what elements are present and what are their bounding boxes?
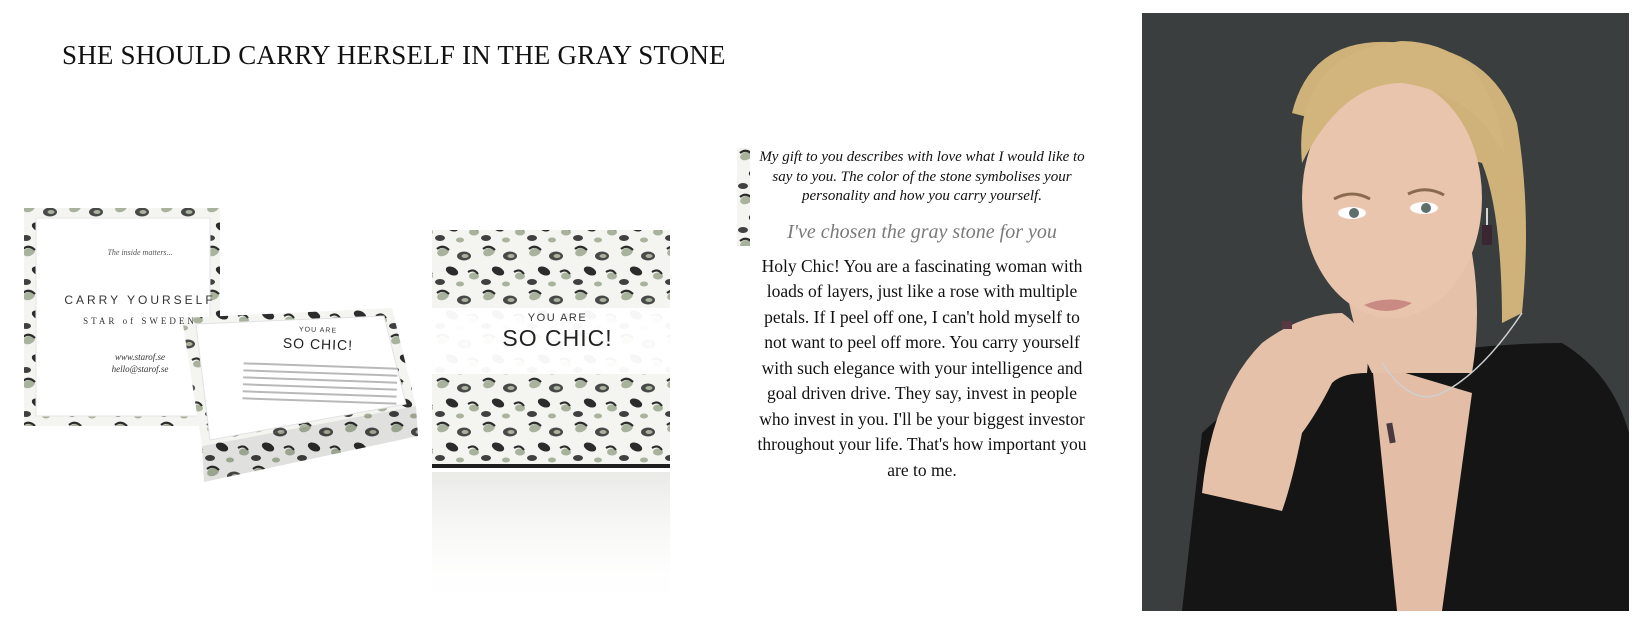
lid-brand-name: CARRY YOURSELF xyxy=(64,293,216,307)
page-title: SHE SHOULD CARRY HERSELF IN THE GRAY STONE xyxy=(62,40,726,70)
description-column xyxy=(752,148,1092,483)
tray-card-text-lines xyxy=(234,357,406,410)
lid-email: hello@starof.se xyxy=(111,364,169,374)
model-portrait-illustration xyxy=(1142,13,1629,611)
product-boxes-illustration xyxy=(20,200,710,620)
sleeve-so-chic: SO CHIC! xyxy=(502,325,613,351)
lid-brand-sub: STAR of SWEDEN xyxy=(83,316,197,326)
body-text: Holy Chic! You are a fascinating woman with loads of layers, just like a rose with multiple petals. If I peel off one, I can't hold myself to not want to peel off more. You carry yourself with such elegance with your intelligence and goal driven drive. They say, invest in people who invest in you. I'll be your biggest investor throughout your life. That's how important you are to me. xyxy=(757,255,1087,480)
leopard-strip-decoration xyxy=(737,148,750,246)
intro-text: My gift to you describes with love what I would like to say to you. The color of the stone symbolises your personality and how you carry yourself. xyxy=(759,149,1085,204)
tray-you-are: YOU ARE xyxy=(298,326,338,335)
tray-so-chic: SO CHIC! xyxy=(282,334,354,354)
box-sleeve xyxy=(432,230,670,612)
sleeve-you-are: YOU ARE xyxy=(527,312,588,324)
lid-url: www.starof.se xyxy=(114,352,165,362)
stone-subheading: I've chosen the gray stone for you xyxy=(787,220,1057,243)
product-image xyxy=(20,200,710,620)
model-photo xyxy=(1142,13,1629,611)
lid-inside-text: The inside matters... xyxy=(107,248,173,257)
